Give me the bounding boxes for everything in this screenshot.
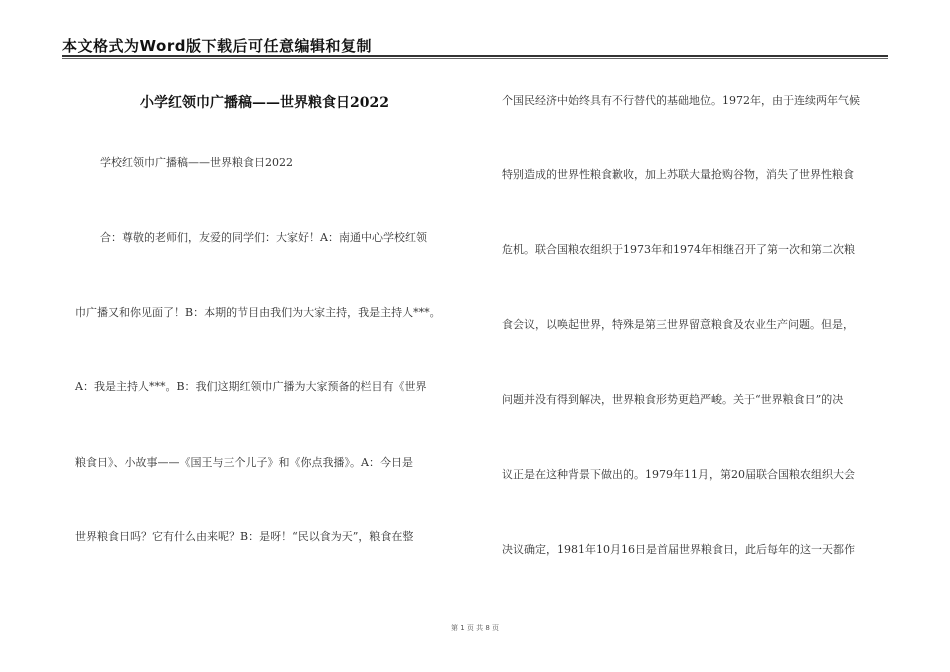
header-rule-thick: [62, 55, 888, 57]
left-line-3: 巾广播又和你见面了！B：本期的节目由我们为大家主持，我是主持人***。: [75, 306, 441, 319]
right-line-1: 个国民经济中始终具有不行替代的基础地位。1972年，由于连续两年气候: [502, 94, 860, 107]
download-banner: 本文格式为Word版下载后可任意编辑和复制: [62, 37, 372, 55]
left-line-5: 粮食日》、小故事——《国王与三个儿子》和《你点我播》。A：今日是: [75, 456, 413, 469]
left-line-4: A：我是主持人***。B：我们这期红领巾广播为大家预备的栏目有《世界: [75, 380, 427, 393]
left-line-6: 世界粮食日吗？它有什么由来呢？B：是呀！“民以食为天”，粮食在整: [75, 530, 414, 543]
document-title: 小学红领巾广播稿——世界粮食日2022: [140, 95, 389, 111]
right-line-3: 危机。联合国粮农组织于1973年和1974年相继召开了第一次和第二次粮: [502, 243, 855, 256]
header-rule-thin: [62, 58, 888, 59]
right-line-7: 决议确定，1981年10月16日是首届世界粮食日，此后每年的这一天都作: [502, 543, 855, 556]
right-line-5: 问题并没有得到解决，世界粮食形势更趋严峻。关于“世界粮食日”的决: [502, 393, 844, 406]
left-line-1: 学校红领巾广播稿——世界粮食日2022: [100, 156, 293, 169]
page-footer: 第 1 页 共 8 页: [450, 624, 500, 632]
right-line-2: 特别造成的世界性粮食歉收，加上苏联大量抢购谷物，消失了世界性粮食: [502, 168, 854, 181]
right-line-4: 食会议，以唤起世界，特殊是第三世界留意粮食及农业生产问题。但是，: [502, 318, 854, 331]
left-line-2: 合：尊敬的老师们，友爱的同学们：大家好！A：南通中心学校红领: [100, 231, 427, 244]
right-line-6: 议正是在这种背景下做出的。1979年11月，第20届联合国粮农组织大会: [502, 468, 855, 481]
